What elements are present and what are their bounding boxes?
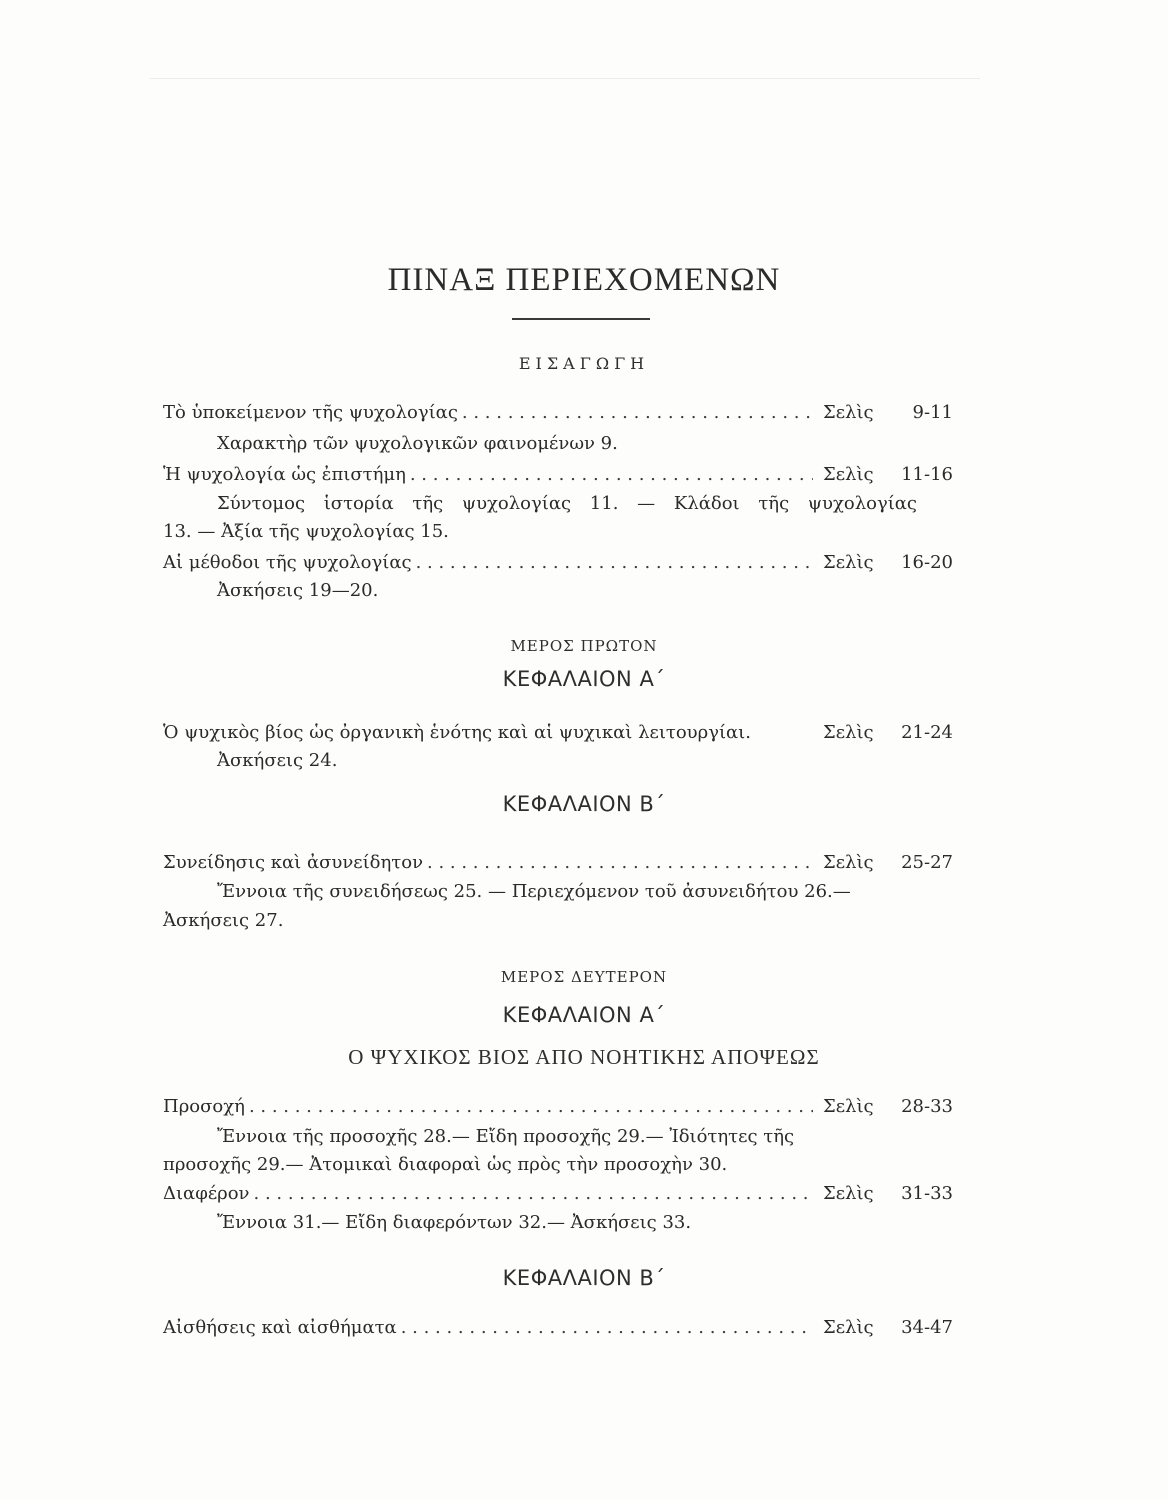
bleed-through-rule xyxy=(150,78,980,79)
page-range: 31-33 xyxy=(901,1183,953,1204)
toc-entry-subject[interactable] xyxy=(163,402,953,432)
entry-subtopics: Ἀσκήσεις 19—20. xyxy=(217,580,379,601)
title-underline xyxy=(512,318,650,320)
leader-dots xyxy=(410,464,813,485)
page-label: Σελὶς xyxy=(823,1183,874,1204)
toc-entry-consciousness[interactable] xyxy=(163,852,953,882)
entry-subtopics-cont: προσοχῆς 29.— Ἀτομικαὶ διαφοραὶ ὡς πρὸς τὴν προσοχὴν 30. xyxy=(163,1154,728,1175)
toc-entry-senses[interactable] xyxy=(163,1317,953,1347)
part-one-heading: ΜΕΡΟΣ ΠΡΩΤΟΝ xyxy=(510,637,658,655)
page-range: 11-16 xyxy=(901,464,953,485)
leader-dots xyxy=(249,1096,813,1117)
page-label: Σελὶς xyxy=(823,852,874,873)
page-range: 25-27 xyxy=(901,852,953,873)
entry-title: Ὁ ψυχικὸς βίος ὡς ὀργανικὴ ἑνότης καὶ αἱ ψυχικαὶ λειτουργίαι. xyxy=(163,722,751,743)
entry-subtopics-cont: Ἀσκήσεις 27. xyxy=(163,910,284,931)
page-range: 21-24 xyxy=(901,722,953,743)
leader-dots xyxy=(401,1317,813,1338)
entry-title: Αἱ μέθοδοι τῆς ψυχολογίας xyxy=(163,552,412,573)
part-two-heading: ΜΕΡΟΣ ΔΕΥΤΕΡΟΝ xyxy=(500,968,668,986)
entry-title: Προσοχή xyxy=(163,1096,245,1117)
leader-dots xyxy=(254,1183,813,1204)
page-label: Σελὶς xyxy=(823,402,874,423)
entry-title: Διαφέρον xyxy=(163,1183,250,1204)
part-one-chapter-b: ΚΕΦΑΛΑΙΟΝ Β΄ xyxy=(502,792,666,816)
page-label: Σελὶς xyxy=(823,1317,874,1338)
leader-dots xyxy=(427,852,813,873)
page-range: 34-47 xyxy=(901,1317,953,1338)
entry-subtopics-cont: 13. — Ἀξία τῆς ψυχολογίας 15. xyxy=(163,521,449,542)
entry-title: Αἰσθήσεις καὶ αἰσθήματα xyxy=(163,1317,397,1338)
part-two-chapter-b: ΚΕΦΑΛΑΙΟΝ Β΄ xyxy=(502,1266,666,1290)
page-range: 16-20 xyxy=(901,552,953,573)
page-range: 28-33 xyxy=(901,1096,953,1117)
page-label: Σελὶς xyxy=(823,722,874,743)
page-range: 9-11 xyxy=(912,402,953,423)
entry-subtopics: Χαρακτὴρ τῶν ψυχολογικῶν φαινομένων 9. xyxy=(217,433,618,454)
entry-title: Ἡ ψυχολογία ὡς ἐπιστήμη xyxy=(163,464,406,485)
entry-subtopics: Ἔννοια 31.— Εἴδη διαφερόντων 32.— Ἀσκήσεις 33. xyxy=(217,1212,692,1233)
part-one-chapter-a: ΚΕΦΑΛΑΙΟΝ Α΄ xyxy=(502,667,666,691)
entry-subtopics: Ἀσκήσεις 24. xyxy=(217,750,338,771)
page-label: Σελὶς xyxy=(823,552,874,573)
page-title: ΠΙΝΑΞ ΠΕΡΙΕΧΟΜΕΝΩΝ xyxy=(387,262,781,298)
toc-entry-science[interactable] xyxy=(163,464,953,494)
entry-title: Συνείδησις καὶ ἀσυνείδητον xyxy=(163,852,424,873)
toc-entry-attention[interactable] xyxy=(163,1096,953,1126)
intro-heading: ΕΙΣΑΓΩΓΗ xyxy=(518,354,650,373)
entry-subtopics: Ἔννοια τῆς συνειδήσεως 25. — Περιεχόμενον τοῦ ἀσυνειδήτου 26.— xyxy=(217,881,851,902)
entry-subtopics: Σύντομος ἱστορία τῆς ψυχολογίας 11. — Κλάδοι τῆς ψυχολογίας xyxy=(217,493,917,514)
toc-entry-methods[interactable] xyxy=(163,552,953,582)
leader-dots xyxy=(462,402,813,423)
entry-title: Τὸ ὑποκείμενον τῆς ψυχολογίας xyxy=(163,402,458,423)
toc-entry-interest[interactable] xyxy=(163,1183,953,1213)
page-label: Σελὶς xyxy=(823,1096,874,1117)
page-label: Σελὶς xyxy=(823,464,874,485)
section-title: Ο ΨΥΧΙΚΟΣ ΒΙΟΣ ΑΠΟ ΝΟΗΤΙΚΗΣ ΑΠΟΨΕΩΣ xyxy=(348,1045,820,1069)
toc-entry-psychic-life[interactable] xyxy=(163,722,953,752)
entry-subtopics: Ἔννοια τῆς προσοχῆς 28.— Εἴδη προσοχῆς 29.— Ἰδιότητες τῆς xyxy=(217,1126,795,1147)
part-two-chapter-a: ΚΕΦΑΛΑΙΟΝ Α΄ xyxy=(502,1003,666,1027)
leader-dots xyxy=(416,552,813,573)
